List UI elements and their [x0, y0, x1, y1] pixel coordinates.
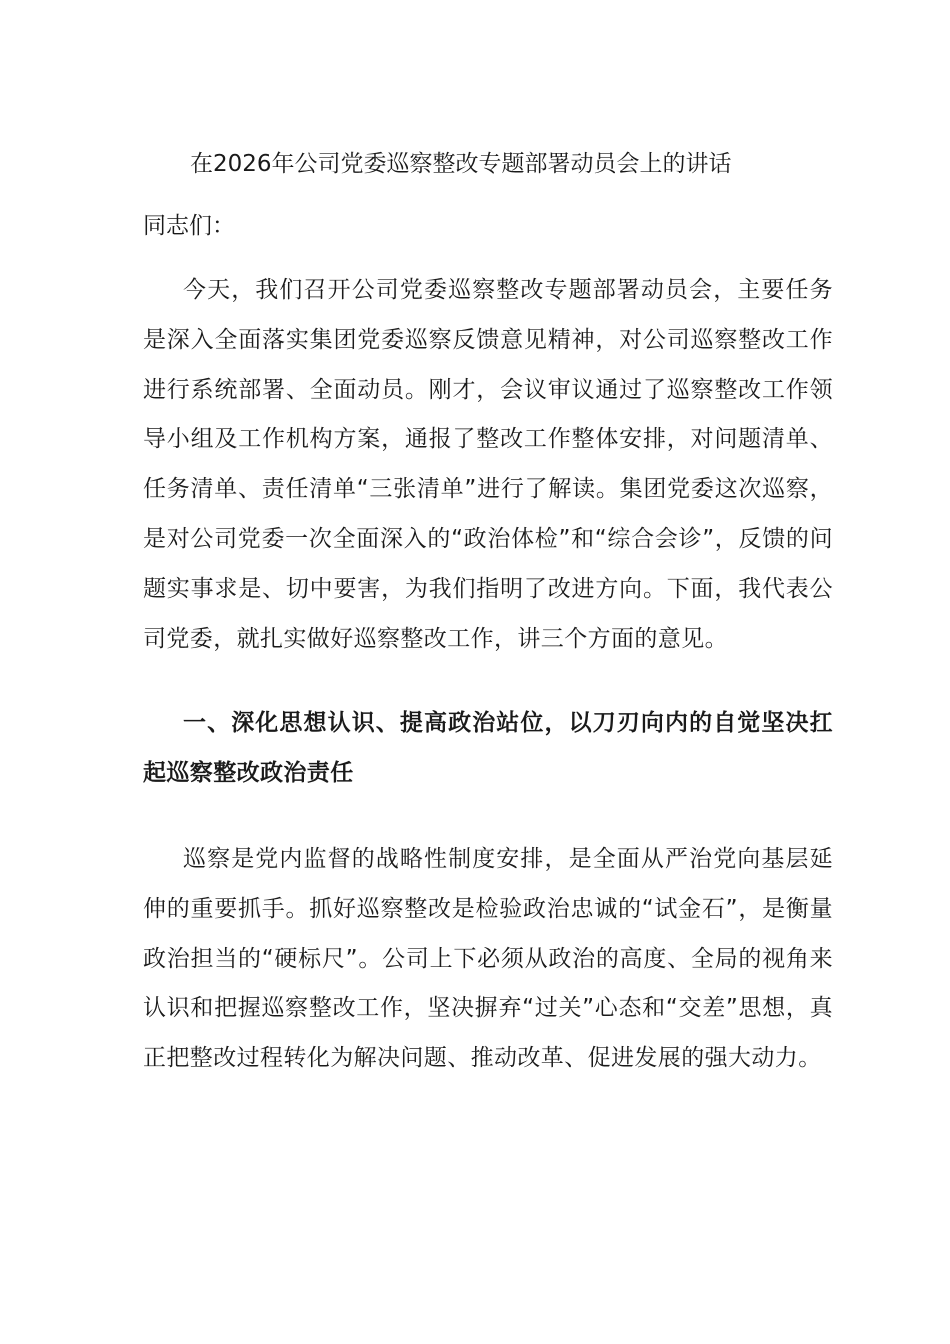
salutation: 同志们：: [143, 213, 235, 239]
paragraph-intro: 今天，我们召开公司党委巡察整改专题部署动员会，主要任务是深入全面落实集团党委巡察反馈意见精神，对公司巡察整改工作进行系统部署、全面动员。刚才，会议审议通过了巡察整改工作领导小组及工作机构方案，通报了整改工作整体安排，对问题清单、任务清单、责任清单“三张清单”进行了解读。集团党委这次巡察，是对公司党委一次全面深入的“政治体检”和“综合会诊”，反馈的问题实事求是、切中要害，为我们指明了改进方向。下面，我代表公司党委，就扎实做好巡察整改工作，讲三个方面的意见。: [143, 277, 833, 652]
document-title: 在2026年公司党委巡察整改专题部署动员会上的讲话: [190, 151, 732, 177]
section-heading-1: 一、深化思想认识、提高政治站位，以刀刃向内的自觉坚决扛起巡察整改政治责任: [143, 710, 833, 786]
paragraph-section-1: 巡察是党内监督的战略性制度安排，是全面从严治党向基层延伸的重要抓手。抓好巡察整改是检验政治忠诚的“试金石”，是衡量政治担当的“硬标尺”。公司上下必须从政治的高度、全局的视角来认识和把握巡察整改工作，坚决摒弃“过关”心态和“交差”思想，真正把整改过程转化为解决问题、推动改革、促进发展的强大动力。: [143, 846, 833, 1072]
